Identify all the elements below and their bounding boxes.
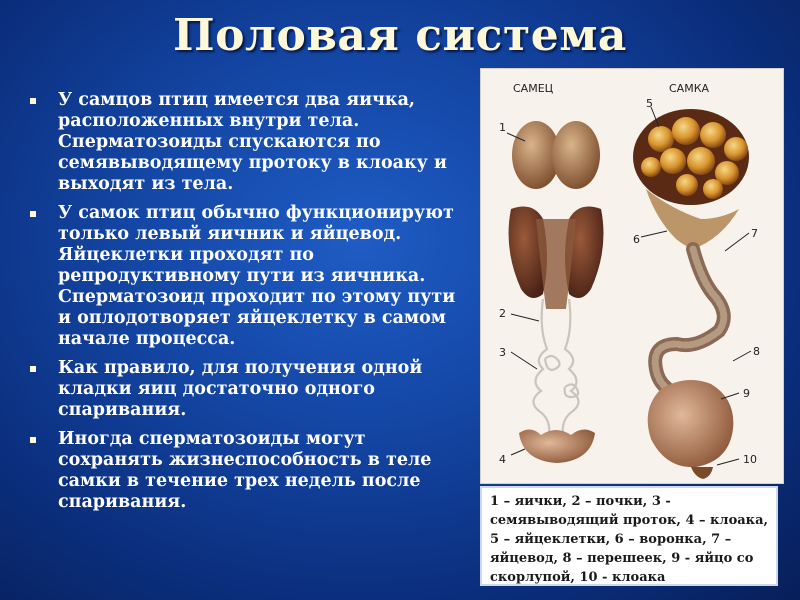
bullet-square-icon <box>30 437 36 443</box>
bullet-square-icon <box>30 98 36 104</box>
female-label: САМКА <box>669 82 710 95</box>
female-oviduct <box>655 249 724 394</box>
female-cloaca <box>691 467 713 479</box>
figure-label-10: 10 <box>743 453 757 466</box>
female-shell-gland <box>648 380 734 467</box>
bullet-text: У самцов птиц имеется два яичка, расположенных внутри тела. Сперматозоиды спускаются по семявыводящему протоку в клоаку и выходят из тела. <box>58 90 447 194</box>
male-ducts <box>533 299 578 435</box>
bullet-item <box>28 429 468 513</box>
bullet-square-icon <box>30 366 36 372</box>
anatomy-illustration <box>480 68 784 484</box>
bullet-item <box>28 358 468 421</box>
figure-label-7: 7 <box>751 227 758 240</box>
male-kidneys <box>509 207 604 309</box>
bullet-item <box>28 203 468 350</box>
male-label: САМЕЦ <box>513 82 554 95</box>
figure-label-4: 4 <box>499 453 506 466</box>
slide-title: Половая система <box>173 10 627 61</box>
figure-label-5: 5 <box>646 97 653 110</box>
figure-label-1: 1 <box>499 121 506 134</box>
bullet-item <box>28 90 468 195</box>
bullet-text: Иногда сперматозоиды могут сохранять жизнеспособность в теле самки в течение трех недель после спаривания. <box>58 429 432 512</box>
male-cloaca <box>519 429 595 463</box>
female-ovary <box>633 109 749 205</box>
anatomy-drawing <box>481 69 783 483</box>
bullet-text: У самок птиц обычно функционируют только левый яичник и яйцевод. Яйцеклетки проходят по репродуктивному пути из яичника. Сперматозоид проходит по этому пути и оплодотворяет яйцеклетку в самом начале процесса. <box>58 203 456 349</box>
figure-label-2: 2 <box>499 307 506 320</box>
male-testes <box>512 121 600 189</box>
bullet-list <box>28 90 468 521</box>
figure-label-3: 3 <box>499 346 506 359</box>
bullet-text: Как правило, для получения одной кладки яиц достаточно одного спаривания. <box>58 358 423 420</box>
figure-label-8: 8 <box>753 345 760 358</box>
figure-label-9: 9 <box>743 387 750 400</box>
bullet-square-icon <box>30 211 36 217</box>
figure-caption: 1 – яички, 2 – почки, 3 - семявыводящий проток, 4 – клоака, 5 – яйцеклетки, 6 – воронка, 7 – яйцевод, 8 – перешеек, 9 - яйцо со скорлупой, 10 - клоака <box>480 486 778 586</box>
figure-label-6: 6 <box>633 233 640 246</box>
